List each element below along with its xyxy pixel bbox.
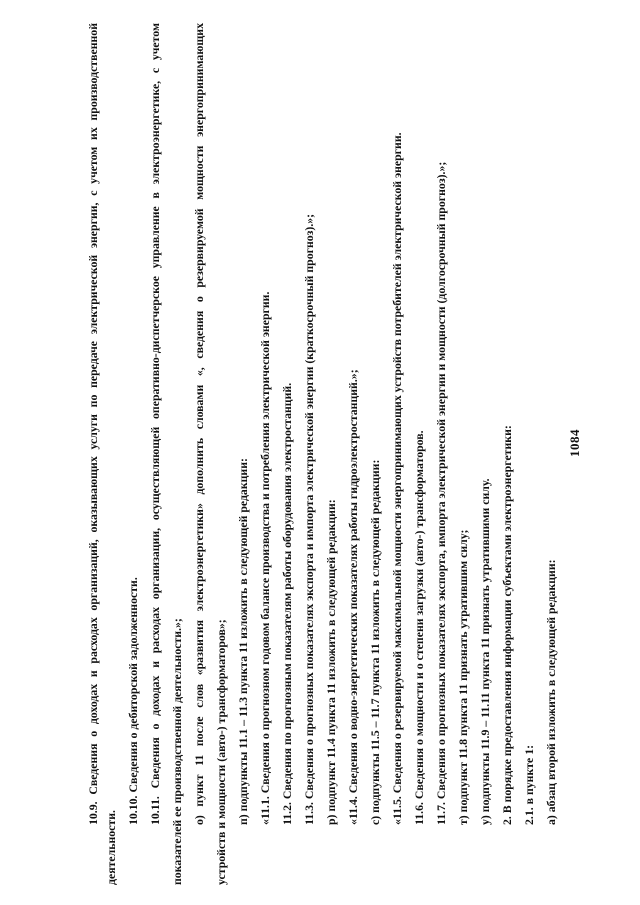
- paragraph-line: показателей ее производственной деятельности.»;: [170, 618, 184, 885]
- paragraph-line: 11.3. Сведения о прогнозных показателях экспорта и импорта электрической энергии (краткосрочный прогноз).»;: [302, 213, 316, 825]
- paragraph-line: 2.1. в пункте 1:: [522, 744, 536, 825]
- paragraph-line: т) подпункт 11.8 пункта 11 признать утратившим силу;: [456, 529, 470, 825]
- paragraph-line: «11.5. Сведения о резервируемой максимальной мощности энергопринимающих устройств потребителей электрической энергии.: [390, 132, 404, 825]
- paragraph-line: устройств и мощности (авто-) трансформаторов»;: [214, 619, 228, 885]
- paragraph-line: 10.10. Сведения о дебиторской задолженности.: [126, 577, 140, 825]
- paragraph-line: п) подпункты 11.1 – 11.3 пункта 11 изложить в следующей редакции:: [236, 458, 250, 825]
- paragraph-line: у) подпункты 11.9 – 11.11 пункта 11 признать утратившими силу.: [478, 478, 492, 825]
- paragraph-line: с) подпункты 11.5 – 11.7 пункта 11 изложить в следующей редакции:: [368, 459, 382, 825]
- paragraph-line: а) абзац второй изложить в следующей редакции:: [544, 559, 558, 825]
- paragraph-line: 11.7. Сведения о прогнозных показателях экспорта, импорта электрической энергии и мощности (долгосрочный прогноз).»;: [434, 161, 448, 825]
- paragraph-line: р) подпункт 11.4 пункта 11 изложить в следующей редакции:: [324, 499, 338, 825]
- paragraph-line: 11.2. Сведения по прогнозным показателям работы оборудования электростанций.: [280, 382, 294, 825]
- paragraph-line: 11.6. Сведения о мощности и о степени загрузки (авто-) трансформаторов.: [412, 430, 426, 825]
- paragraph-line: о) пункт 11 после слов «развития электроэнергетики» дополнить словами «, сведения о резервируемой мощности энергопринимающих: [192, 23, 206, 825]
- paragraph-line: 10.11. Сведения о доходах и расходах организации, осуществляющей оперативно-диспетчерское управление в электроэнергетике, с учетом: [148, 23, 162, 825]
- paragraph-line: деятельности.: [104, 810, 118, 885]
- page-number: 1084: [567, 429, 582, 457]
- paragraph-line: «11.4. Сведения о водно-энергетических показателях работы гидроэлектростанций.»;: [346, 369, 360, 825]
- paragraph-line: 10.9. Сведения о доходах и расходах организаций, оказывающих услуги по передаче электрической энергии, с учетом их производственной: [86, 23, 100, 825]
- paragraph-line: 2. В порядке предоставления информации субъектами электроэнергетики:: [500, 425, 514, 825]
- paragraph-line: «11.1. Сведения о прогнозном годовом балансе производства и потребления электрической энергии.: [258, 291, 272, 825]
